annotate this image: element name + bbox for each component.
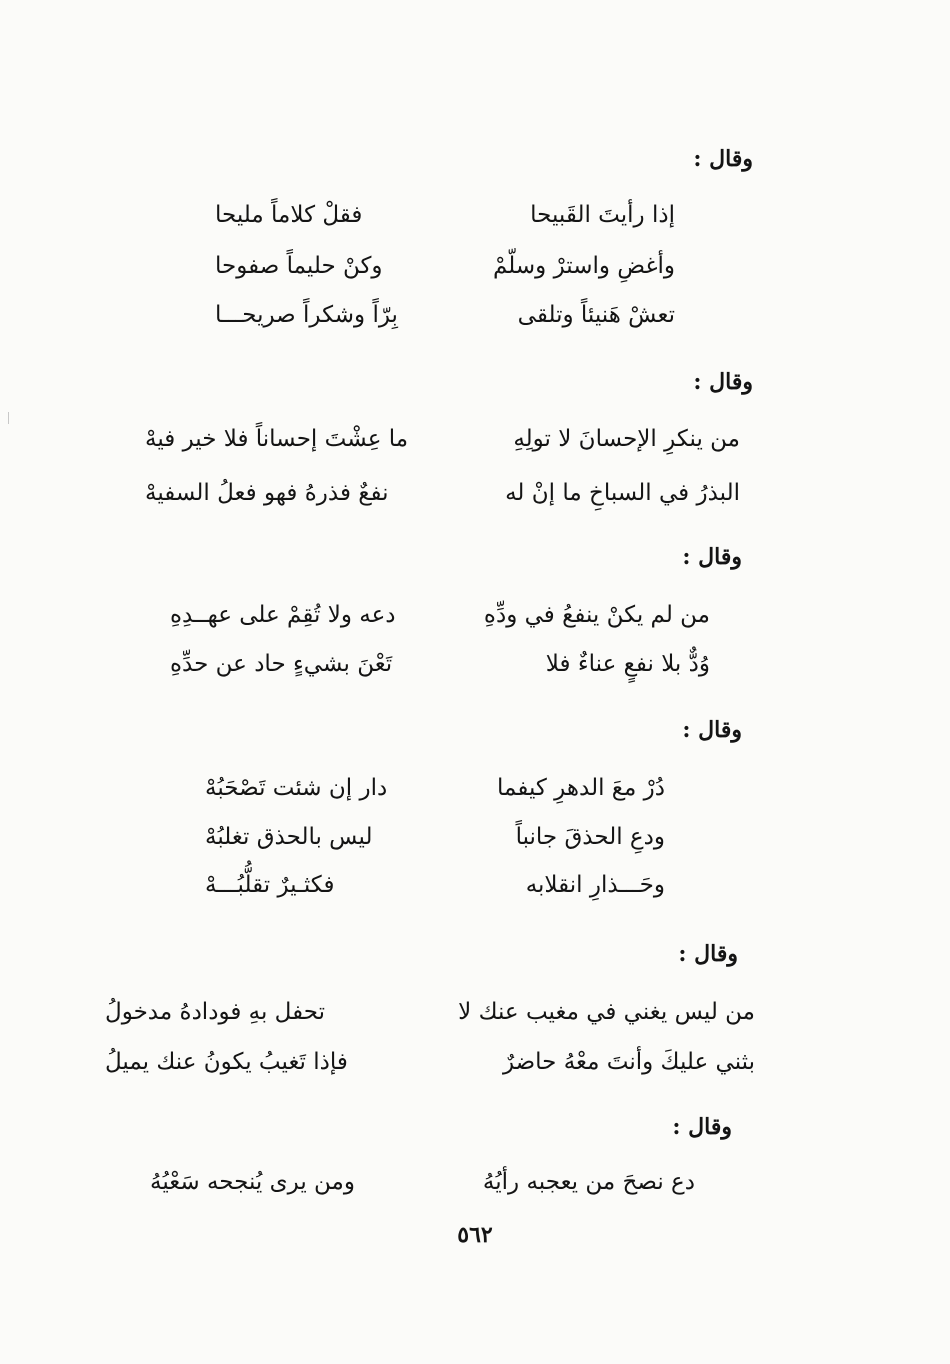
first-hemistich: البذرُ في السباخِ ما إنْ له: [505, 480, 740, 506]
first-hemistich: من ليس يغني في مغيب عنك لا: [458, 999, 755, 1025]
second-hemistich: دار إن شئت تَصْحَبُهْ: [205, 775, 388, 801]
verse-line: [215, 247, 675, 285]
verse-line: [150, 1163, 695, 1201]
section-heading: وقال :: [693, 146, 753, 172]
page-number: ٥٦٢: [457, 1222, 493, 1248]
section-heading: وقال :: [672, 1114, 732, 1140]
second-hemistich: تحفل بهِ فودادهُ مدخولُ: [105, 999, 325, 1025]
second-hemistich: تَعْنَ بشيءٍ حاد عن حدِّهِ: [170, 651, 393, 677]
first-hemistich: من ينكرِ الإحسانَ لا تولِهِ: [513, 426, 740, 452]
first-hemistich: وحَـــذارِ انقلابه: [525, 872, 665, 898]
verse-line: [170, 596, 710, 634]
first-hemistich: بثني عليكَ وأنتَ معْهُ حاضرٌ: [502, 1049, 755, 1075]
section-heading: وقال :: [678, 941, 738, 967]
second-hemistich: نفعٌ فذرهُ فهو فعلُ السفيهْ: [145, 480, 389, 506]
second-hemistich: دعه ولا تُقِمْ على عهــدِهِ: [170, 602, 396, 628]
second-hemistich: فقلْ كلاماً مليحا: [215, 202, 363, 228]
verse-line: [205, 769, 665, 807]
verse-line: [205, 818, 665, 856]
second-hemistich: بِرّاً وشكراً صريحـــا: [215, 302, 398, 328]
verse-line: [105, 1043, 755, 1081]
verse-line: [105, 993, 755, 1031]
first-hemistich: وُدٌّ بلا نفعٍ عناءٌ فلا: [545, 651, 710, 677]
second-hemistich: وكنْ حليماً صفوحا: [215, 253, 383, 279]
first-hemistich: ودعِ الحذقَ جانباً: [515, 824, 665, 850]
section-heading: وقال :: [682, 717, 742, 743]
first-hemistich: إذا رأيتَ القَبيحا: [530, 202, 675, 228]
section-heading: وقال :: [693, 369, 753, 395]
second-hemistich: فإذا تَغيبُ يكونُ عنك يميلُ: [105, 1049, 348, 1075]
first-hemistich: دُرْ معَ الدهرِ كيفما: [497, 775, 665, 801]
section-heading: وقال :: [682, 544, 742, 570]
verse-line: [205, 866, 665, 904]
verse-line: [215, 196, 675, 234]
second-hemistich: فكثـيرٌ تقلُّبُـــهْ: [205, 872, 335, 898]
first-hemistich: من لم يكنْ ينفعُ في ودِّهِ: [483, 602, 710, 628]
second-hemistich: ما عِشْتَ إحساناً فلا خير فيهْ: [145, 426, 409, 452]
verse-line: [215, 296, 675, 334]
second-hemistich: ومن يرى يُنجحه سَعْيُهُ: [150, 1169, 355, 1195]
verse-line: [145, 420, 740, 458]
scan-mark: [8, 412, 9, 424]
first-hemistich: تعشْ هَنيئاً وتلقى: [517, 302, 675, 328]
first-hemistich: دع نصحَ من يعجبه رأيُهُ: [482, 1169, 695, 1195]
first-hemistich: وأغضِ واسترْ وسلّمْ: [492, 253, 675, 279]
second-hemistich: ليس بالحذق تغلبُهْ: [205, 824, 373, 850]
verse-line: [145, 474, 740, 512]
verse-line: [170, 645, 710, 683]
